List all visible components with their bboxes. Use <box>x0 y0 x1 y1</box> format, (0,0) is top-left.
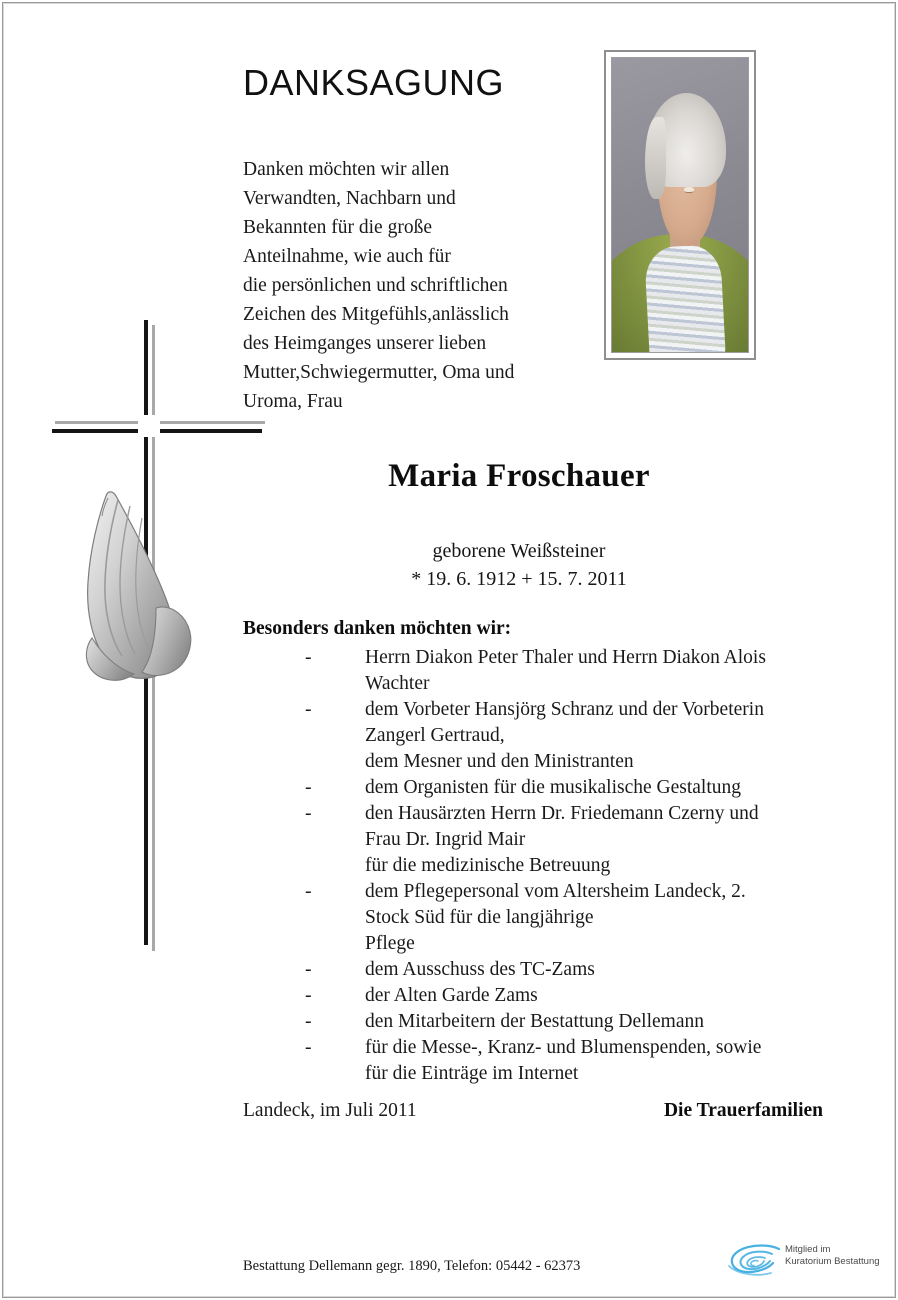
thanks-heading: Besonders danken möchten wir: <box>243 618 512 639</box>
list-line: Wachter <box>365 673 430 694</box>
list-item <box>243 957 863 983</box>
swirl-icon <box>727 1242 783 1280</box>
list-text <box>365 983 863 1009</box>
kuratorium-logo <box>727 1238 879 1284</box>
logo-line-1: Mitglied im <box>785 1244 831 1255</box>
intro-line: Zeichen des Mitgefühls,anlässlich <box>243 304 509 325</box>
list-line: Frau Dr. Ingrid Mair <box>365 829 526 850</box>
list-dash: - <box>305 959 312 980</box>
praying-hands-icon <box>72 488 200 700</box>
portrait-scarf <box>644 244 726 353</box>
list-dash: - <box>305 881 312 902</box>
portrait-mouth <box>684 187 694 192</box>
intro-line: Verwandten, Nachbarn und <box>243 188 456 209</box>
list-dash: - <box>305 1037 312 1058</box>
list-dash: - <box>305 1011 312 1032</box>
portrait-hair-side <box>645 117 667 199</box>
birth-death-dates: * 19. 6. 1912 + 15. 7. 2011 <box>411 568 627 590</box>
logo-text <box>785 1244 880 1268</box>
list-item <box>243 801 863 879</box>
list-line: Zangerl Gertraud, <box>365 725 505 746</box>
list-line: den Mitarbeitern der Bestattung Dellemann <box>365 1011 704 1032</box>
intro-line: Bekannten für die große <box>243 217 432 238</box>
list-item <box>243 879 863 957</box>
list-line: für die Messe-, Kranz- und Blumenspenden, sowie <box>365 1037 762 1058</box>
list-line: der Alten Garde Zams <box>365 985 538 1006</box>
list-item <box>243 1009 863 1035</box>
list-line: dem Organisten für die musikalische Gestaltung <box>365 777 742 798</box>
list-text <box>365 775 863 801</box>
list-text <box>365 879 863 957</box>
list-line: dem Pflegepersonal vom Altersheim Landeck, 2. <box>365 881 746 902</box>
closing-row <box>243 1100 823 1122</box>
list-item <box>243 1035 863 1087</box>
list-text <box>365 1035 863 1087</box>
maiden-name: geborene Weißsteiner <box>432 540 606 562</box>
list-dash: - <box>305 985 312 1006</box>
thanks-list <box>243 645 863 1087</box>
list-text <box>365 957 863 983</box>
deceased-name: Maria Froschauer <box>388 458 650 494</box>
list-line: für die Einträge im Internet <box>365 1063 579 1084</box>
logo-line-2: Kuratorium Bestattung <box>785 1256 880 1267</box>
page-title: DANKSAGUNG <box>243 62 505 103</box>
list-line: Stock Süd für die langjährige <box>365 907 594 928</box>
list-item <box>243 775 863 801</box>
portrait-image <box>611 57 749 353</box>
list-line: Herrn Diakon Peter Thaler und Herrn Diakon Alois <box>365 647 766 668</box>
list-dash: - <box>305 777 312 798</box>
list-text <box>365 697 863 775</box>
list-item <box>243 983 863 1009</box>
list-line: den Hausärzten Herrn Dr. Friedemann Czerny und <box>365 803 759 824</box>
list-line: dem Ausschuss des TC-Zams <box>365 959 595 980</box>
list-line: dem Mesner und den Ministranten <box>365 751 634 772</box>
intro-line: Anteilnahme, wie auch für <box>243 246 451 267</box>
list-text <box>365 645 863 697</box>
list-dash: - <box>305 803 312 824</box>
list-item <box>243 697 863 775</box>
list-line: dem Vorbeter Hansjörg Schranz und der Vorbeterin <box>365 699 764 720</box>
list-text <box>365 801 863 879</box>
intro-line: Uroma, Frau <box>243 391 343 412</box>
intro-line: die persönlichen und schriftlichen <box>243 275 508 296</box>
intro-paragraph <box>243 155 583 416</box>
list-line: Pflege <box>365 933 415 954</box>
list-text <box>365 1009 863 1035</box>
footer-contact: Bestattung Dellemann gegr. 1890, Telefon: 05442 - 62373 <box>243 1258 581 1274</box>
intro-line: des Heimganges unserer lieben <box>243 333 487 354</box>
list-dash: - <box>305 699 312 720</box>
list-line: für die medizinische Betreuung <box>365 855 611 876</box>
closing-place-date: Landeck, im Juli 2011 <box>243 1100 417 1121</box>
intro-line: Danken möchten wir allen <box>243 159 450 180</box>
cross-horizontal-shadow <box>55 421 265 424</box>
closing-signature: Die Trauerfamilien <box>663 1100 823 1121</box>
cross-center-gap <box>138 415 160 437</box>
list-item <box>243 645 863 697</box>
list-dash: - <box>305 647 312 668</box>
intro-line: Mutter,Schwiegermutter, Oma und <box>243 362 515 383</box>
portrait-photo <box>604 50 756 360</box>
